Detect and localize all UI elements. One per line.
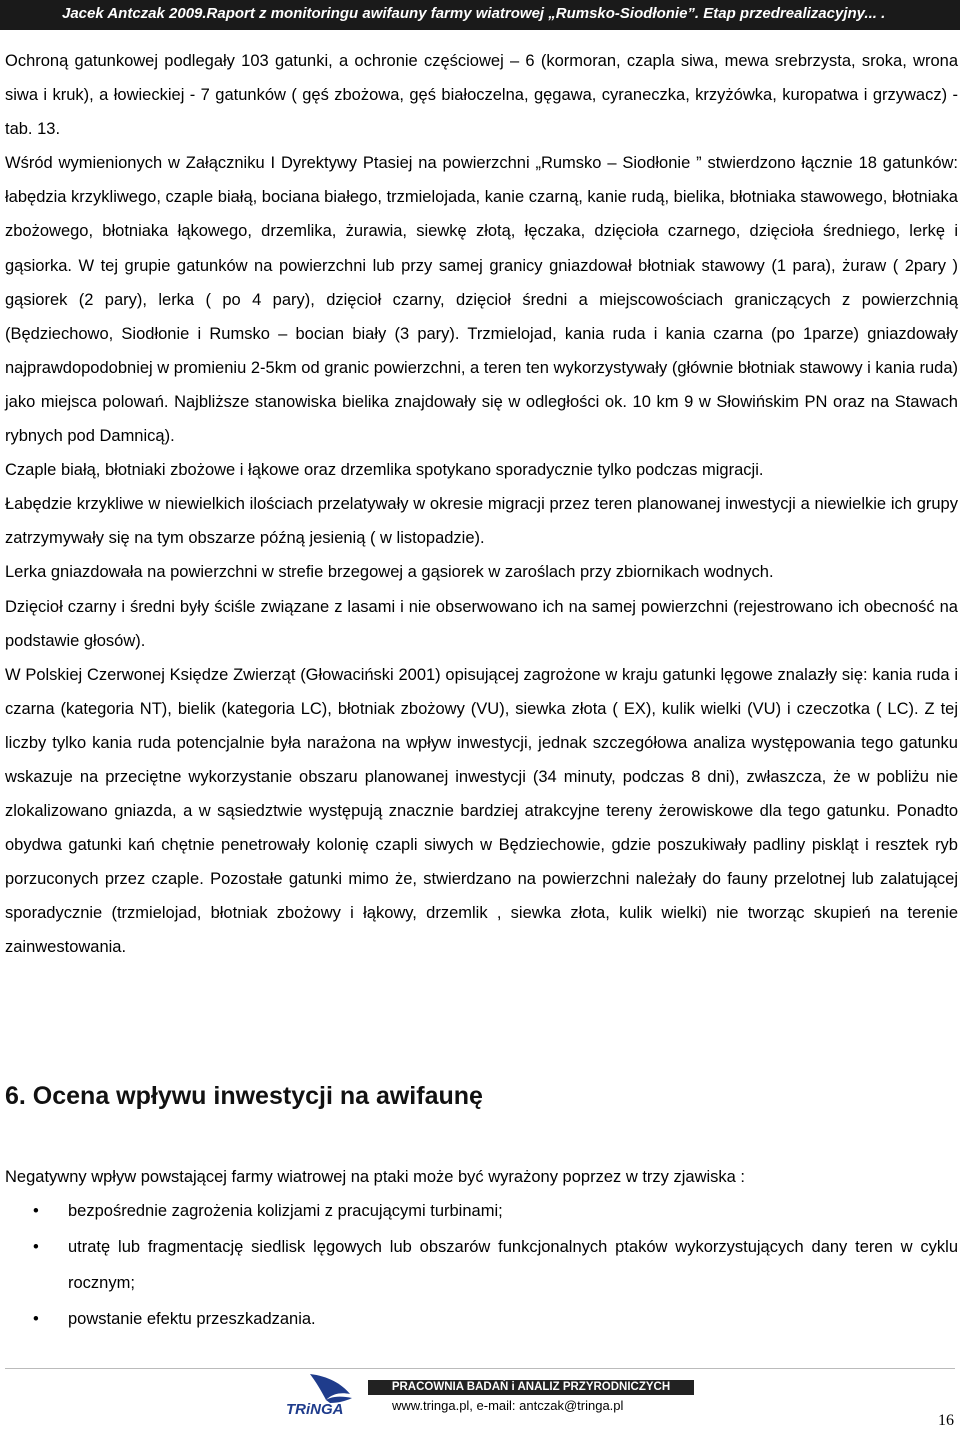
paragraph: Wśród wymienionych w Załączniku I Dyrektywy Ptasiej na powierzchni „Rumsko – Siodłonie ” stwierdzono łącznie 18 gatunków: łabędzia krzykliwego, czaple białą, bociana białego, trzmielojada, kanie czarną, kanie rudą, bielika, błotniaka stawowego, błotniaka zbożowego, błotniaka łąkowego, drzemlika, żurawia, siewkę złotą, łęczaka, dzięcioła czarnego, dzięcioła średniego, lerkę i gąsiorka. W tej grupie gatunków na powierzchni lub przy samej granicy gniazdował błotniak stawowy (1 para), żuraw ( 2pary ) gąsiorek (2 pary), lerka ( po 4 pary), dzięcioł czarny, dzięcioł średni a miejscowościach graniczących z powierzchnią (Będziechowo, Siodłonie i Rumsko – bocian biały (3 pary). Trzmielojad, kania ruda i kania czarna (po 1parze) gniazdowały najprawdopodobniej w promieniu 2-5km od granic powierzchni, a teren ten wykorzystywały (głównie błotniak stawowy i kania ruda) jako miejsca polowań. Najbliższe stanowiska bielika znajdowały się w odległości ok. 10 km 9 w Słowińskim PN oraz na Stawach rybnych pod Damnicą). [5,154,958,446]
bird-logo-icon [310,1374,350,1400]
paragraph: Dzięcioł czarny i średni były ściśle związane z lasami i nie obserwowano ich na samej powierzchni (rejestrowano ich obecność na podstawie głosów). [5,597,958,650]
list-item [0,1229,958,1301]
bullet-icon: • [33,1310,39,1328]
report-body [5,44,958,965]
list-item-text: utratę lub fragmentację siedlisk lęgowych lub obszarów funkcjonalnych ptaków wykorzystujących dany teren w cyklu rocznym; [68,1238,958,1292]
paragraph: Ochroną gatunkowej podlegały 103 gatunki, a ochronie częściowej – 6 (kormoran, czapla siwa, mewa srebrzysta, sroka, wrona siwa i kruk), a łowieckiej - 7 gatunków ( gęś zbożowa, gęś białoczelna, gęgawa, cyraneczka, krzyżówka, kuropatwa i grzywacz) - tab. 13. [5,52,958,139]
paragraph: Lerka gniazdowała na powierzchni w strefie brzegowej a gąsiorek w zaroślach przy zbiornikach wodnych. [5,563,774,582]
footer-divider [5,1368,955,1369]
footer-contact: www.tringa.pl, e-mail: antczak@tringa.pl [392,1398,624,1413]
logo-wordmark: TRiNGA [286,1401,344,1418]
running-header [0,0,960,30]
paragraph: Łabędzie krzykliwe w niewielkich ilościach przelatywały w okresie migracji przez teren planowanej inwestycji a niewielkie ich grupy zatrzymywały się na tym obszarze późną jesienią ( w listopadzie). [5,495,958,548]
bullet-icon: • [33,1238,39,1256]
impact-list [0,1193,958,1337]
bullet-icon: • [33,1202,39,1220]
tringa-logo [280,1370,380,1418]
paragraph: W Polskiej Czerwonej Księdze Zwierząt (Głowaciński 2001) opisującej zagrożone w kraju gatunki lęgowe znalazły się: kania ruda i czarna (kategoria NT), bielik (kategoria LC), błotniak zbożowy (VU), siewka złota ( EX), kulik wielki (VU) i czeczotka ( LC). Z tej liczby tylko kania ruda potencjalnie była narażona na wpływ inwestycji, jednak szczegółowa analiza występowania tego gatunku wskazuje na przeciętne wykorzystanie obszaru planowanej inwestycji (34 minuty, podczas 8 dni), zwłaszcza, że w pobliżu nie zlokalizowano gniazda, a w sąsiedztwie występują znacznie bardziej atrakcyjne tereny żerowiskowe dla tego gatunku. Ponadto obydwa gatunki kań chętnie penetrowały kolonię czapli siwych w Będziechowie, gdzie poszukiwały padliny piskląt i resztek ryb porzuconych przez czaple. Pozostałe gatunki mimo że, stwierdzano na powierzchni należały do fauny przelotnej lub zalatującej sporadycznie (trzmielojad, błotniak zbożowy i łąkowy, drzemlik , siewka złota, kulik wielki) nie tworząc skupień na terenie zainwestowania. [5,665,958,957]
page-number: 16 [938,1412,954,1429]
list-item [0,1301,958,1337]
section-intro: Negatywny wpływ powstającej farmy wiatrowej na ptaki może być wyrażony poprzez w trzy zjawiska : [5,1168,746,1186]
paragraph: Czaple białą, błotniaki zbożowe i łąkowe oraz drzemlika spotykano sporadycznie tylko podczas migracji. [5,461,764,480]
list-item-text: bezpośrednie zagrożenia kolizjami z pracującymi turbinami; [68,1202,503,1220]
list-item [0,1193,958,1229]
section-heading: 6. Ocena wpływu inwestycji na awifaunę [5,1082,483,1110]
footer-organization: PRACOWNIA BADAŃ i ANALIZ PRZYRODNICZYCH [368,1380,694,1395]
list-item-text: powstanie efektu przeszkadzania. [68,1310,316,1328]
running-header-title: Jacek Antczak 2009.Raport z monitoringu awifauny farmy wiatrowej „Rumsko-Siodłonie”. Etap przedrealizacyjny... . [62,5,886,22]
